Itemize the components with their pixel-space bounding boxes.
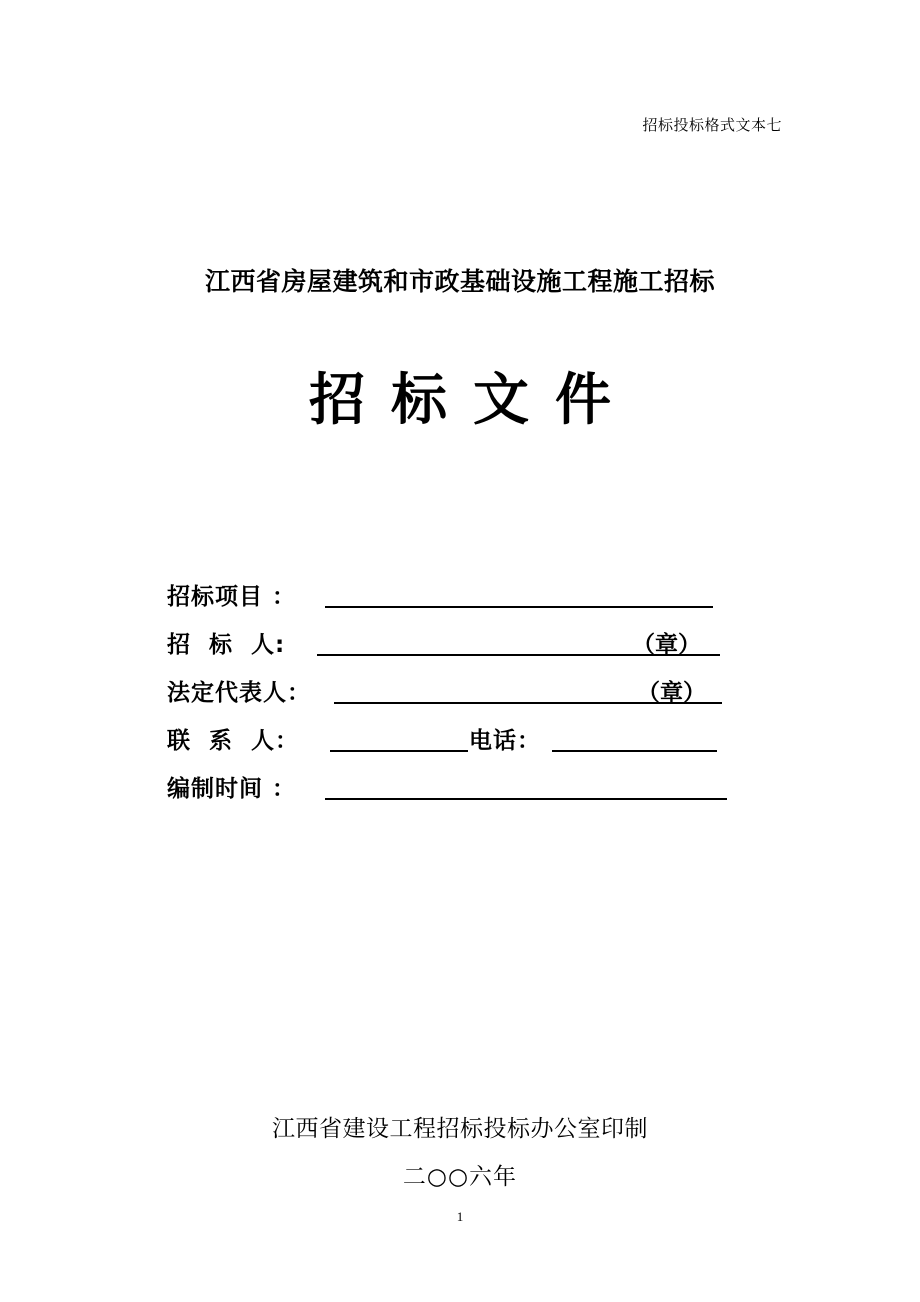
document-format-label: 招标投标格式文本七: [642, 116, 782, 134]
cover-form: [167, 576, 737, 816]
legal-rep-seal-mark: （章）: [637, 680, 706, 706]
legal-rep-label: 法定代表人：: [167, 680, 311, 706]
phone-blank-line: [552, 750, 717, 752]
phone-label: 电话：: [469, 728, 541, 754]
form-row-legal-representative: [167, 672, 737, 720]
document-subtitle: 江西省房屋建筑和市政基础设施工程施工招标: [204, 267, 715, 296]
form-row-tenderer: [167, 624, 737, 672]
issue-year: 二○○六年: [402, 1164, 518, 1190]
project-blank-line: [325, 606, 713, 608]
form-row-contact: [167, 720, 737, 768]
document-title: 招标文件: [309, 368, 637, 433]
form-row-project: [167, 576, 737, 624]
issuing-office: 江西省建设工程招标投标办公室印制: [272, 1116, 648, 1142]
project-label: 招标项目 ：: [167, 584, 297, 610]
compiled-time-label: 编制时间 ：: [167, 776, 297, 802]
compiled-time-blank-line: [325, 798, 727, 800]
tenderer-seal-mark: （章）: [632, 632, 701, 658]
contact-blank-line: [330, 750, 468, 752]
page-number: 1: [456, 1209, 464, 1224]
tenderer-label: 招 标 人:: [167, 632, 286, 658]
form-row-compiled-time: [167, 768, 737, 816]
contact-label: 联 系 人：: [167, 728, 300, 754]
